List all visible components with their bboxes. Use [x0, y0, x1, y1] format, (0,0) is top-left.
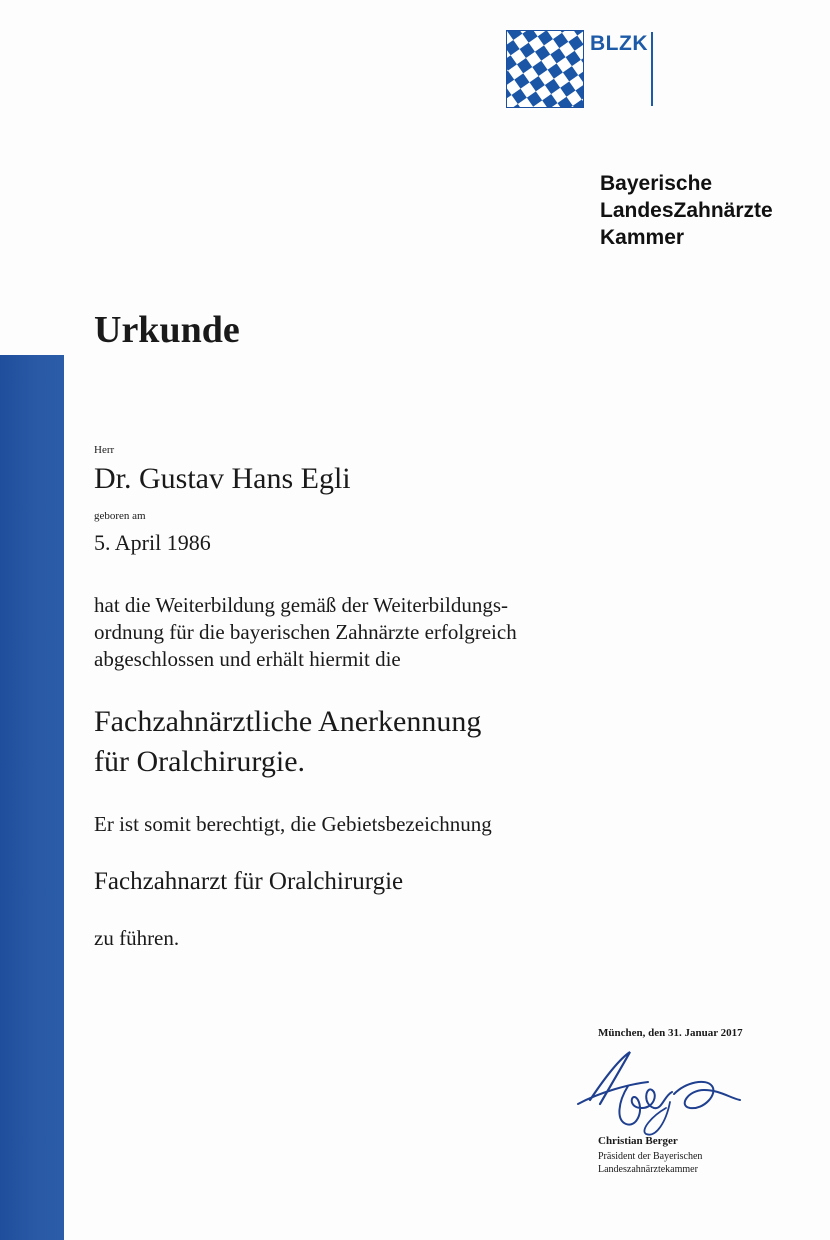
handwritten-signature: [570, 1042, 750, 1142]
logo-wordmark: BLZK: [590, 32, 648, 55]
blue-side-bar: [0, 355, 64, 1240]
body-line: ordnung für die bayerischen Zahnärzte erfolgreich: [94, 620, 517, 644]
logo-divider: [651, 32, 653, 106]
birth-date: 5. April 1986: [94, 530, 211, 555]
place-and-date: München, den 31. Januar 2017: [598, 1027, 743, 1039]
recipient-name: Dr. Gustav Hans Egli: [94, 462, 351, 495]
entitlement-text: Er ist somit berechtigt, die Gebietsbezeichnung: [94, 812, 492, 836]
born-label: geboren am: [94, 510, 146, 522]
recognition-heading: [94, 702, 481, 782]
recognition-line: Fachzahnärztliche Anerkennung: [94, 705, 482, 738]
signer-role: [598, 1150, 702, 1176]
organization-line: Bayerische: [600, 172, 713, 195]
signer-role-line: Landeszahnärztekammer: [598, 1164, 698, 1175]
signer-role-line: Präsident der Bayerischen: [598, 1151, 703, 1162]
certificate-body: [94, 592, 614, 673]
organization-name: [600, 170, 773, 251]
organization-line: LandesZahnärzte: [600, 199, 773, 222]
certificate-title: Urkunde: [94, 309, 240, 351]
specialist-designation: Fachzahnarzt für Oralchirurgie: [94, 868, 404, 895]
closing-text: zu führen.: [94, 926, 180, 950]
organization-line: Kammer: [600, 226, 685, 249]
body-line: abgeschlossen und erhält hiermit die: [94, 647, 401, 671]
signer-name: Christian Berger: [598, 1135, 678, 1147]
recognition-line: für Oralchirurgie.: [94, 745, 306, 778]
bavarian-lozenge-logo-icon: [506, 30, 584, 108]
body-line: hat die Weiterbildung gemäß der Weiterbildungs-: [94, 593, 508, 617]
salutation: Herr: [94, 444, 115, 456]
